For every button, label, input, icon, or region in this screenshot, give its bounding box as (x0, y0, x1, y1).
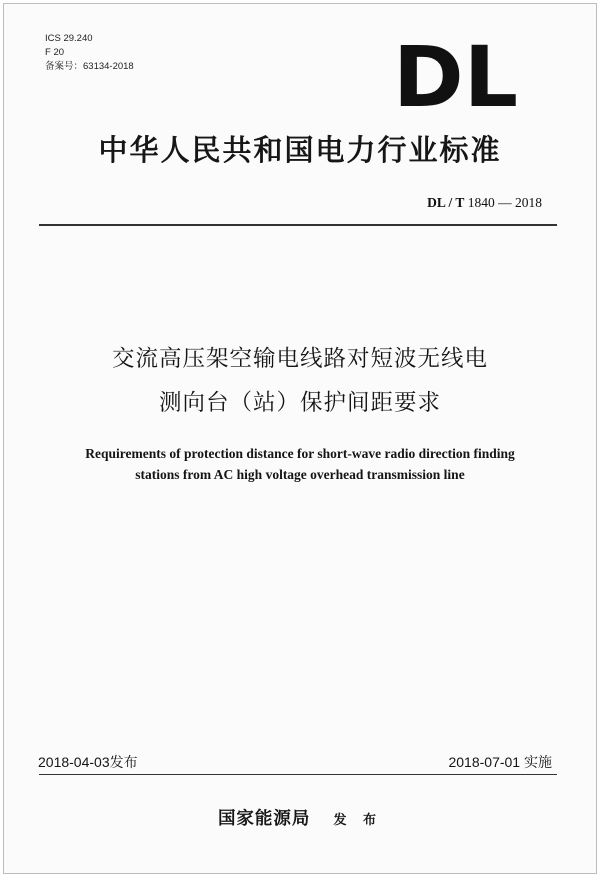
org-title: 中华人民共和国电力行业标准 (98, 133, 502, 167)
title-cn-line1: 交流高压架空输电线路对短波无线电 (111, 346, 488, 372)
dl-logo (393, 40, 518, 112)
standard-prefix: DL / T (427, 195, 465, 210)
dl-logo-text: DL (393, 40, 518, 112)
publish-verb: 发 布 (333, 813, 383, 828)
publisher-name: 国家能源局 (217, 809, 311, 829)
standard-number (427, 195, 542, 211)
publish-date: 2018-04-03发布 (38, 754, 138, 770)
publisher (4, 805, 596, 830)
top-divider (39, 224, 557, 226)
title-en-line2: stations from AC high voltage overhead transmission line (135, 467, 465, 482)
ics-code: ICS 29.240 (45, 33, 93, 44)
implement-date: 2018-07-01 实施 (448, 754, 552, 770)
standard-code: 1840 — 2018 (467, 195, 542, 210)
bottom-divider (39, 774, 557, 775)
classification-block (45, 32, 134, 74)
ccs-code: F 20 (45, 47, 65, 58)
title-en (4, 443, 596, 485)
filing-number: 备案号：63134-2018 (45, 61, 134, 72)
title-en-line1: Requirements of protection distance for short-wave radio direction finding (85, 446, 515, 461)
standard-cover (3, 3, 597, 874)
title-cn-line2: 测向台（站）保护间距要求 (158, 390, 441, 416)
